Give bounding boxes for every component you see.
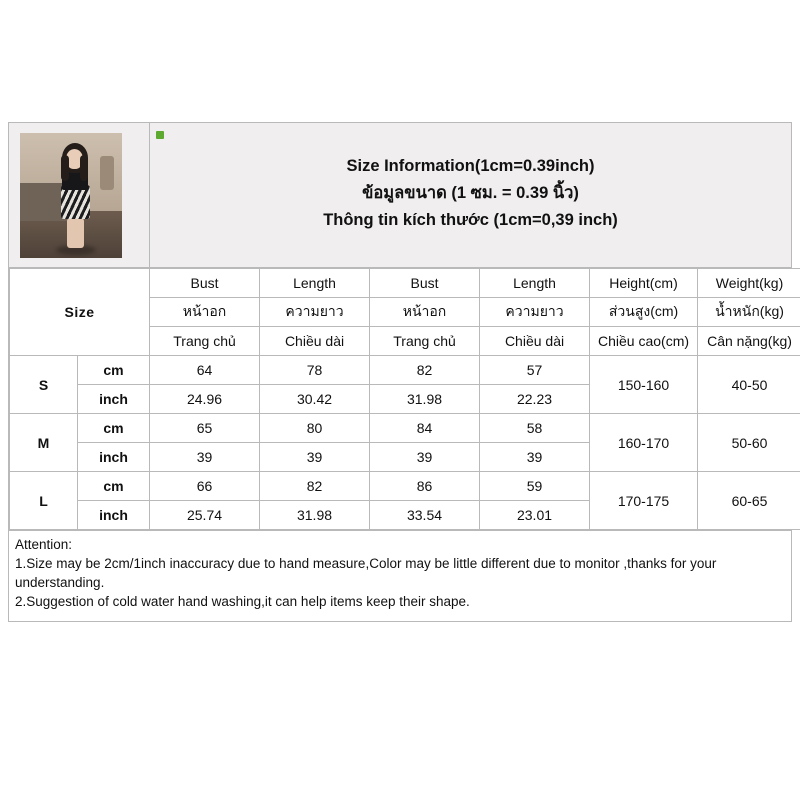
table-row xyxy=(10,472,800,501)
cell-m-cm-bust2: 84 xyxy=(370,414,480,443)
title-vietnamese: Thông tin kích thước (1cm=0,39 inch) xyxy=(323,210,618,229)
header-length-2-th: ความยาว xyxy=(480,298,590,327)
header-weight-en: Weight(kg) xyxy=(698,269,800,298)
row-size-label-s: S xyxy=(10,356,78,414)
cell-l-cm-length1: 82 xyxy=(260,472,370,501)
cell-l-weight: 60-65 xyxy=(698,472,800,530)
header-bust-1-th: หน้าอก xyxy=(150,298,260,327)
cell-m-inch-bust1: 39 xyxy=(150,443,260,472)
cell-s-cm-bust2: 82 xyxy=(370,356,480,385)
cell-m-cm-length1: 80 xyxy=(260,414,370,443)
unit-inch-s: inch xyxy=(78,385,150,414)
title-block xyxy=(150,123,791,267)
cell-s-weight: 40-50 xyxy=(698,356,800,414)
product-photo-cell xyxy=(9,123,150,267)
unit-cm-l: cm xyxy=(78,472,150,501)
size-chart-sheet xyxy=(8,122,792,622)
table-row xyxy=(10,414,800,443)
attention-heading: Attention: xyxy=(15,537,73,552)
header-weight-th: น้ำหนัก(kg) xyxy=(698,298,800,327)
header-height-th: ส่วนสูง(cm) xyxy=(590,298,698,327)
header-length-2-en: Length xyxy=(480,269,590,298)
unit-cm-m: cm xyxy=(78,414,150,443)
unit-cm-s: cm xyxy=(78,356,150,385)
size-header-cell: Size xyxy=(10,269,150,356)
cell-m-weight: 50-60 xyxy=(698,414,800,472)
photo-model-hair-left xyxy=(61,155,69,181)
header-bust-2-en: Bust xyxy=(370,269,480,298)
cell-s-cm-length1: 78 xyxy=(260,356,370,385)
row-size-label-l: L xyxy=(10,472,78,530)
cell-l-inch-length2: 23.01 xyxy=(480,501,590,530)
attention-note xyxy=(9,530,791,621)
table-row xyxy=(10,356,800,385)
header-row xyxy=(9,123,791,268)
header-bust-2-vi: Trang chủ xyxy=(370,327,480,356)
green-marker-icon xyxy=(156,131,164,139)
cell-s-cm-bust1: 64 xyxy=(150,356,260,385)
cell-s-inch-length1: 30.42 xyxy=(260,385,370,414)
attention-line-1: 1.Size may be 2cm/1inch inaccuracy due to hand measure,Color may be little different due to monitor ,thanks for your understanding. xyxy=(15,556,717,590)
cell-s-inch-bust2: 31.98 xyxy=(370,385,480,414)
cell-l-cm-bust1: 66 xyxy=(150,472,260,501)
title-thai: ข้อมูลขนาด (1 ซม. = 0.39 นิ้ว) xyxy=(362,183,579,202)
header-length-1-th: ความยาว xyxy=(260,298,370,327)
header-bust-1-en: Bust xyxy=(150,269,260,298)
photo-model-legs xyxy=(67,218,84,248)
cell-m-cm-bust1: 65 xyxy=(150,414,260,443)
cell-m-height: 160-170 xyxy=(590,414,698,472)
photo-model-dress xyxy=(61,185,90,219)
photo-lamp xyxy=(100,156,114,190)
attention-line-2: 2.Suggestion of cold water hand washing,it can help items keep their shape. xyxy=(15,594,470,609)
cell-s-inch-length2: 22.23 xyxy=(480,385,590,414)
cell-l-inch-bust1: 25.74 xyxy=(150,501,260,530)
product-photo xyxy=(20,133,122,258)
size-table xyxy=(9,268,800,530)
row-size-label-m: M xyxy=(10,414,78,472)
cell-l-inch-length1: 31.98 xyxy=(260,501,370,530)
cell-l-inch-bust2: 33.54 xyxy=(370,501,480,530)
cell-m-inch-bust2: 39 xyxy=(370,443,480,472)
cell-m-inch-length1: 39 xyxy=(260,443,370,472)
cell-m-cm-length2: 58 xyxy=(480,414,590,443)
header-length-1-en: Length xyxy=(260,269,370,298)
column-header-row-en xyxy=(10,269,800,298)
unit-inch-m: inch xyxy=(78,443,150,472)
title-english: Size Information(1cm=0.39inch) xyxy=(346,156,595,175)
cell-l-cm-bust2: 86 xyxy=(370,472,480,501)
header-bust-2-th: หน้าอก xyxy=(370,298,480,327)
cell-l-cm-length2: 59 xyxy=(480,472,590,501)
header-length-2-vi: Chiều dài xyxy=(480,327,590,356)
header-height-en: Height(cm) xyxy=(590,269,698,298)
cell-s-height: 150-160 xyxy=(590,356,698,414)
cell-s-cm-length2: 57 xyxy=(480,356,590,385)
header-height-vi: Chiều cao(cm) xyxy=(590,327,698,356)
unit-inch-l: inch xyxy=(78,501,150,530)
cell-s-inch-bust1: 24.96 xyxy=(150,385,260,414)
header-bust-1-vi: Trang chủ xyxy=(150,327,260,356)
photo-model-hair-right xyxy=(80,155,88,181)
cell-l-height: 170-175 xyxy=(590,472,698,530)
header-length-1-vi: Chiều dài xyxy=(260,327,370,356)
cell-m-inch-length2: 39 xyxy=(480,443,590,472)
header-weight-vi: Cân nặng(kg) xyxy=(698,327,800,356)
